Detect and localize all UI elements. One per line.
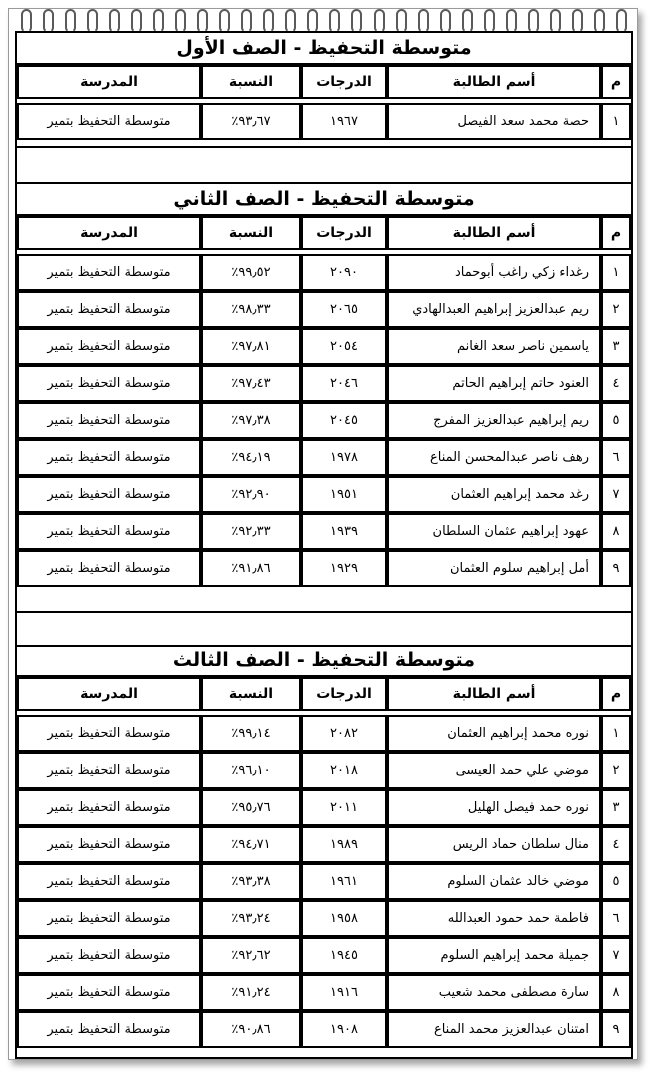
- student-name: فاطمة حمد حمود العبدالله: [387, 900, 601, 937]
- spiral-ring: [351, 9, 362, 33]
- header-percent: النسبة: [201, 65, 301, 99]
- spiral-ring: [219, 9, 230, 33]
- school-name: متوسطة التحفيظ بتمير: [17, 103, 201, 140]
- student-percent: ٪٩٧٫٨١: [201, 328, 301, 365]
- header-num: م: [601, 65, 631, 99]
- spiral-ring: [484, 9, 495, 33]
- student-name: رهف ناصر عبدالمحسن المناع: [387, 439, 601, 476]
- row-number: ٢: [601, 752, 631, 789]
- row-number: ٧: [601, 937, 631, 974]
- spiral-ring: [131, 9, 142, 33]
- header-degree: الدرجات: [301, 677, 387, 711]
- row-number: ٥: [601, 402, 631, 439]
- spiral-ring: [396, 9, 407, 33]
- results-table: [17, 677, 631, 1048]
- student-percent: ٪٩١٫٨٦: [201, 550, 301, 587]
- spiral-ring: [594, 9, 605, 33]
- student-name: ريم عبدالعزيز إبراهيم العبدالهادي: [387, 291, 601, 328]
- spiral-ring: [307, 9, 318, 33]
- table-row: [17, 254, 631, 291]
- row-number: ٦: [601, 900, 631, 937]
- spiral-ring: [418, 9, 429, 33]
- table-row: [17, 900, 631, 937]
- table-header-row: [17, 677, 631, 711]
- school-name: متوسطة التحفيظ بتمير: [17, 752, 201, 789]
- spiral-ring: [109, 9, 120, 33]
- section-title: متوسطة التحفيظ - الصف الثالث: [17, 645, 631, 677]
- header-num: م: [601, 677, 631, 711]
- table-row: [17, 328, 631, 365]
- student-degree: ١٩٨٩: [301, 826, 387, 863]
- table-row: [17, 402, 631, 439]
- row-number: ١: [601, 715, 631, 752]
- spiral-ring: [153, 9, 164, 33]
- student-percent: ٪٩٩٫٥٢: [201, 254, 301, 291]
- student-degree: ١٩٣٩: [301, 513, 387, 550]
- student-percent: ٪٩٥٫٧٦: [201, 789, 301, 826]
- student-percent: ٪٩٣٫٣٨: [201, 863, 301, 900]
- school-name: متوسطة التحفيظ بتمير: [17, 439, 201, 476]
- student-degree: ٢٠٩٠: [301, 254, 387, 291]
- results-table: [17, 65, 631, 140]
- spiral-ring: [285, 9, 296, 33]
- school-name: متوسطة التحفيظ بتمير: [17, 513, 201, 550]
- student-name: أمل إبراهيم سلوم العثمان: [387, 550, 601, 587]
- school-name: متوسطة التحفيظ بتمير: [17, 328, 201, 365]
- header-degree: الدرجات: [301, 65, 387, 99]
- header-percent: النسبة: [201, 216, 301, 250]
- table-header-row: [17, 216, 631, 250]
- row-number: ٣: [601, 328, 631, 365]
- row-number: ٤: [601, 365, 631, 402]
- header-school: المدرسة: [17, 216, 201, 250]
- student-percent: ٪٩٧٫٤٣: [201, 365, 301, 402]
- header-school: المدرسة: [17, 677, 201, 711]
- table-row: [17, 103, 631, 140]
- student-percent: ٪٩٢٫٣٣: [201, 513, 301, 550]
- student-degree: ٢٠٤٥: [301, 402, 387, 439]
- section-separator: [17, 146, 631, 184]
- header-school: المدرسة: [17, 65, 201, 99]
- header-name: أسم الطالبة: [387, 65, 601, 99]
- student-percent: ٪٩٢٫٦٢: [201, 937, 301, 974]
- student-percent: ٪٩٠٫٨٦: [201, 1011, 301, 1048]
- spiral-ring: [528, 9, 539, 33]
- table-row: [17, 974, 631, 1011]
- table-row: [17, 513, 631, 550]
- school-name: متوسطة التحفيظ بتمير: [17, 900, 201, 937]
- table-row: [17, 365, 631, 402]
- student-name: موضي علي حمد العيسى: [387, 752, 601, 789]
- spiral-ring: [43, 9, 54, 33]
- spiral-ring: [197, 9, 208, 33]
- school-name: متوسطة التحفيظ بتمير: [17, 789, 201, 826]
- spiral-ring: [440, 9, 451, 33]
- student-degree: ٢٠٨٢: [301, 715, 387, 752]
- table-row: [17, 863, 631, 900]
- spiral-ring: [21, 9, 32, 33]
- student-name: عهود إبراهيم عثمان السلطان: [387, 513, 601, 550]
- section-grade-3: [17, 645, 631, 1048]
- spiral-ring: [616, 9, 627, 33]
- student-degree: ٢٠٤٦: [301, 365, 387, 402]
- student-percent: ٪٩٧٫٣٨: [201, 402, 301, 439]
- student-name: منال سلطان حماد الريس: [387, 826, 601, 863]
- student-name: نوره محمد إبراهيم العثمان: [387, 715, 601, 752]
- row-number: ٨: [601, 974, 631, 1011]
- spiral-ring: [462, 9, 473, 33]
- school-name: متوسطة التحفيظ بتمير: [17, 715, 201, 752]
- spiral-ring: [263, 9, 274, 33]
- table-row: [17, 789, 631, 826]
- student-name: سارة مصطفى محمد شعيب: [387, 974, 601, 1011]
- student-name: نوره حمد فيصل الهليل: [387, 789, 601, 826]
- school-name: متوسطة التحفيظ بتمير: [17, 254, 201, 291]
- row-number: ٤: [601, 826, 631, 863]
- student-degree: ٢٠٥٤: [301, 328, 387, 365]
- section-separator: [17, 611, 631, 647]
- student-name: جميلة محمد إبراهيم السلوم: [387, 937, 601, 974]
- school-name: متوسطة التحفيظ بتمير: [17, 826, 201, 863]
- school-name: متوسطة التحفيظ بتمير: [17, 937, 201, 974]
- spiral-ring: [87, 9, 98, 33]
- school-name: متوسطة التحفيظ بتمير: [17, 863, 201, 900]
- header-num: م: [601, 216, 631, 250]
- row-number: ٦: [601, 439, 631, 476]
- student-percent: ٪٩٤٫١٩: [201, 439, 301, 476]
- student-percent: ٪٩٨٫٣٣: [201, 291, 301, 328]
- student-degree: ١٩٧٨: [301, 439, 387, 476]
- student-name: العنود حاتم إبراهيم الحاتم: [387, 365, 601, 402]
- section-title: متوسطة التحفيظ - الصف الثاني: [17, 184, 631, 216]
- table-header-row: [17, 65, 631, 99]
- student-percent: ٪٩٩٫١٤: [201, 715, 301, 752]
- spiral-ring: [572, 9, 583, 33]
- student-percent: ٪٩٤٫٧١: [201, 826, 301, 863]
- spiral-ring: [241, 9, 252, 33]
- results-sheet: [15, 31, 633, 1059]
- school-name: متوسطة التحفيظ بتمير: [17, 365, 201, 402]
- row-number: ١: [601, 254, 631, 291]
- section-grade-1: [17, 33, 631, 140]
- spiral-ring: [175, 9, 186, 33]
- section-title: متوسطة التحفيظ - الصف الأول: [17, 33, 631, 65]
- spiral-ring: [374, 9, 385, 33]
- student-degree: ١٩٥١: [301, 476, 387, 513]
- student-degree: ٢٠١١: [301, 789, 387, 826]
- student-percent: ٪٩٣٫٦٧: [201, 103, 301, 140]
- row-number: ٥: [601, 863, 631, 900]
- row-number: ٧: [601, 476, 631, 513]
- table-row: [17, 550, 631, 587]
- document-page: [8, 8, 638, 1060]
- results-table: [17, 216, 631, 587]
- table-row: [17, 937, 631, 974]
- school-name: متوسطة التحفيظ بتمير: [17, 974, 201, 1011]
- spiral-ring: [506, 9, 517, 33]
- school-name: متوسطة التحفيظ بتمير: [17, 291, 201, 328]
- table-row: [17, 439, 631, 476]
- school-name: متوسطة التحفيظ بتمير: [17, 476, 201, 513]
- student-degree: ١٩٢٩: [301, 550, 387, 587]
- table-row: [17, 1011, 631, 1048]
- table-row: [17, 752, 631, 789]
- header-percent: النسبة: [201, 677, 301, 711]
- student-percent: ٪٩٣٫٢٤: [201, 900, 301, 937]
- student-name: رغداء زكي راغب أبوحماد: [387, 254, 601, 291]
- student-name: ياسمين ناصر سعد الغانم: [387, 328, 601, 365]
- student-name: رغد محمد إبراهيم العثمان: [387, 476, 601, 513]
- section-grade-2: [17, 184, 631, 587]
- student-name: حصة محمد سعد الفيصل: [387, 103, 601, 140]
- student-percent: ٪٩٢٫٩٠: [201, 476, 301, 513]
- student-name: ريم إبراهيم عبدالعزيز المفرج: [387, 402, 601, 439]
- student-name: امتنان عبدالعزيز محمد المناع: [387, 1011, 601, 1048]
- table-row: [17, 826, 631, 863]
- student-name: موضي خالد عثمان السلوم: [387, 863, 601, 900]
- student-degree: ١٩١٦: [301, 974, 387, 1011]
- student-degree: ١٩٦٧: [301, 103, 387, 140]
- student-percent: ٪٩١٫٢٤: [201, 974, 301, 1011]
- student-degree: ١٩٥٨: [301, 900, 387, 937]
- table-row: [17, 476, 631, 513]
- student-percent: ٪٩٦٫١٠: [201, 752, 301, 789]
- header-name: أسم الطالبة: [387, 216, 601, 250]
- student-degree: ١٩٦١: [301, 863, 387, 900]
- row-number: ٢: [601, 291, 631, 328]
- spiral-ring: [65, 9, 76, 33]
- header-degree: الدرجات: [301, 216, 387, 250]
- student-degree: ٢٠١٨: [301, 752, 387, 789]
- school-name: متوسطة التحفيظ بتمير: [17, 402, 201, 439]
- row-number: ٣: [601, 789, 631, 826]
- table-row: [17, 715, 631, 752]
- student-degree: ١٩٠٨: [301, 1011, 387, 1048]
- spiral-ring: [329, 9, 340, 33]
- row-number: ١: [601, 103, 631, 140]
- school-name: متوسطة التحفيظ بتمير: [17, 550, 201, 587]
- student-degree: ٢٠٦٥: [301, 291, 387, 328]
- spiral-ring: [550, 9, 561, 33]
- school-name: متوسطة التحفيظ بتمير: [17, 1011, 201, 1048]
- header-name: أسم الطالبة: [387, 677, 601, 711]
- table-row: [17, 291, 631, 328]
- row-number: ٩: [601, 550, 631, 587]
- row-number: ٨: [601, 513, 631, 550]
- student-degree: ١٩٤٥: [301, 937, 387, 974]
- row-number: ٩: [601, 1011, 631, 1048]
